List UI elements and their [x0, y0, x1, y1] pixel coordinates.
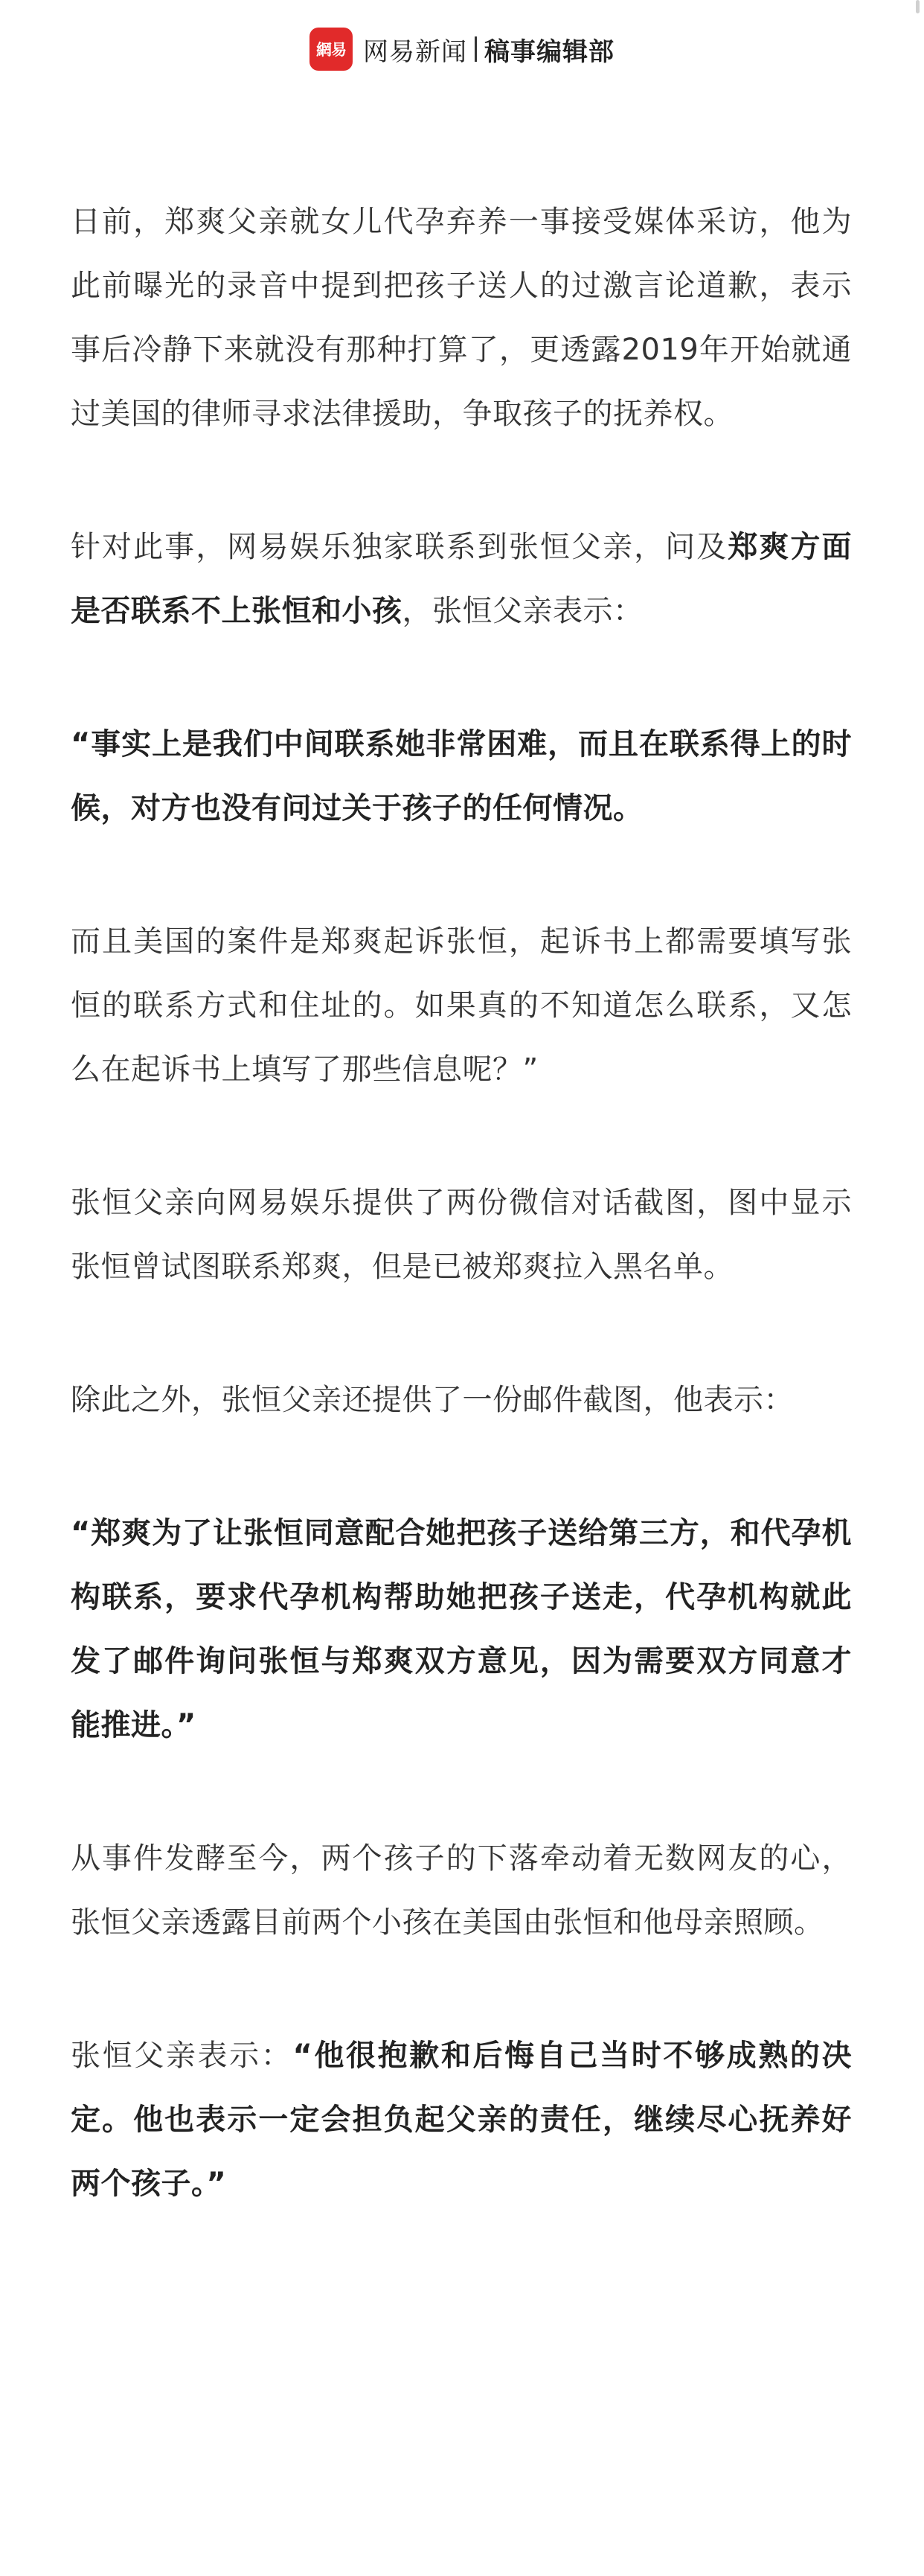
scrollbar-thumb[interactable]	[916, 0, 920, 13]
brand-name: 网易新闻	[363, 36, 467, 67]
paragraph-8: 从事件发酵至今，两个孩子的下落牵动着无数网友的心，张恒父亲透露目前两个小孩在美国由张恒和他母亲照顾。	[71, 1841, 852, 1940]
app-header	[0, 25, 924, 73]
paragraph-2	[71, 515, 852, 643]
paragraph-6: 除此之外，张恒父亲还提供了一份邮件截图，他表示：	[71, 1383, 794, 1417]
column-name: 稿事编辑部	[484, 36, 615, 67]
paragraph-9-bold-quote: “他很抱歉和后悔自己当时不够成熟的决定。他也表示一定会担负起父亲的责任，继续尽心抚养好两个孩子。”	[71, 2039, 852, 2201]
paragraph-2-bold: 郑爽方面是否联系不上张恒和小孩	[71, 530, 852, 628]
paragraph-5: 张恒父亲向网易娱乐提供了两份微信对话截图，图中显示张恒曾试图联系郑爽，但是已被郑爽拉入黑名单。	[71, 1186, 852, 1284]
header-divider	[475, 36, 477, 62]
logo-text: 網易	[316, 40, 346, 59]
quote-paragraph-1: “事实上是我们中间联系她非常困难，而且在联系得上的时候，对方也没有问过关于孩子的任何情况。	[71, 727, 852, 825]
paragraph-9	[71, 2024, 852, 2216]
article-body	[71, 190, 852, 2285]
paragraph-2-text-a: 针对此事，网易娱乐独家联系到张恒父亲，问及	[71, 530, 728, 564]
paragraph-2-text-c: ，张恒父亲表示：	[402, 594, 644, 628]
paragraph-4: 而且美国的案件是郑爽起诉张恒，起诉书上都需要填写张恒的联系方式和住址的。如果真的不知道怎么联系，又怎么在起诉书上填写了那些信息呢？”	[71, 924, 852, 1087]
quote-paragraph-2: “郑爽为了让张恒同意配合她把孩子送给第三方，和代孕机构联系，要求代孕机构帮助她把孩子送走，代孕机构就此发了邮件询问张恒与郑爽双方意见，因为需要双方同意才能推进。”	[71, 1516, 852, 1742]
paragraph-9-text-a: 张恒父亲表示：	[71, 2039, 293, 2073]
paragraph-1: 日前，郑爽父亲就女儿代孕弃养一事接受媒体采访，他为此前曝光的录音中提到把孩子送人的过激言论道歉，表示事后冷静下来就没有那种打算了，更透露2019年开始就通过美国的律师寻求法律援助，争取孩子的抚养权。	[71, 205, 852, 431]
netease-logo-icon	[309, 28, 353, 71]
